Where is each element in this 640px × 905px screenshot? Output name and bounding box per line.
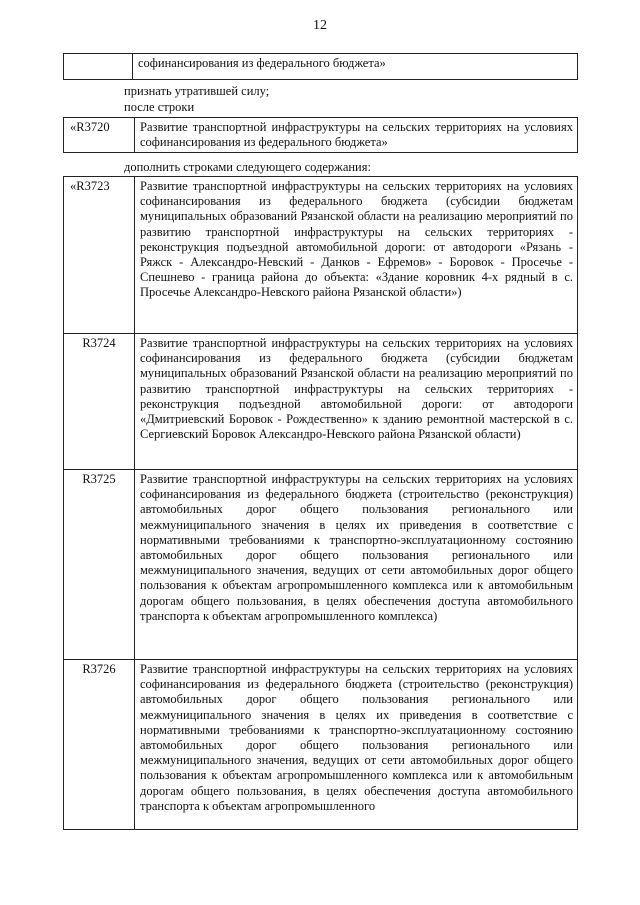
table-row <box>64 334 578 470</box>
instruction-after-line: после строки <box>124 100 195 114</box>
description-cell: Развитие транспортной инфраструктуры на сельских территориях на условиях софинансирования из федерального бюджета (субсидии бюджетам муниципальных образований Рязанской области на реализацию мероприятий по развитию транспортной инфраструктуры на сельских территориях - реконструкция подъездной автомобильной дороги: от автодороги «Рязань - Ряжск - Александро-Невский - Данков - Ефремов» - Боровок - Просечье - Спешнево - граница района до объекта: «Здание коровник 4-х рядный в с. Просечье Александро-Невского района Рязанской области») <box>135 177 578 334</box>
description-cell: Развитие транспортной инфраструктуры на сельских территориях на условиях софинансирования из федерального бюджета (строительство (реконструкция) автомобильных дорог общего пользования регионального или межмуниципального значения в целях их приведения в соответствие с нормативными требованиями к транспортно-эксплуатационному состоянию автомобильных дорог общего пользования регионального или межмуниципального значения, ведущих от сети автомобильных дорог общего пользования к объектам агропромышленного комплекса или к автомобильным дорогам общего пользования, в целях обеспечения доступа автомобильного транспорта к объектам агропромышленного <box>135 660 578 830</box>
page-number: 12 <box>313 18 327 33</box>
table-row <box>64 118 578 153</box>
code-cell <box>64 54 133 80</box>
table-row <box>64 177 578 334</box>
code-cell: «R3723 <box>64 177 135 334</box>
description-cell: Развитие транспортной инфраструктуры на сельских территориях на условиях софинансирования из федерального бюджета (строительство (реконструкция) автомобильных дорог общего пользования регионального или межмуниципального значения в целях их приведения в соответствие с нормативными требованиями к транспортно-эксплуатационному состоянию автомобильных дорог общего пользования регионального или межмуниципального значения, ведущих от сети автомобильных дорог общего пользования к объектам агропромышленного комплекса или к автомобильным дорогам общего пользования, в целях обеспечения доступа автомобильного транспорта к объектам агропромышленного комплекса) <box>135 470 578 660</box>
new-rows-table <box>63 176 578 830</box>
description-cell: софинансирования из федерального бюджета» <box>133 54 578 80</box>
table-row <box>64 470 578 660</box>
top-row-table <box>63 53 578 80</box>
code-cell: «R3720 <box>64 118 135 153</box>
instruction-repeal: признать утратившей силу; <box>124 84 270 98</box>
description-cell: Развитие транспортной инфраструктуры на сельских территориях на условиях софинансирования из федерального бюджета» <box>135 118 578 153</box>
code-cell: R3725 <box>64 470 135 660</box>
code-cell: R3724 <box>64 334 135 470</box>
table-row <box>64 660 578 830</box>
description-cell: Развитие транспортной инфраструктуры на сельских территориях на условиях софинансирования из федерального бюджета (субсидии бюджетам муниципальных образований Рязанской области на реализацию мероприятий по развитию транспортной инфраструктуры на сельских территориях - реконструкция подъездной автомобильной дороги: от автодороги «Дмитриевский Боровок - Рождественно» к зданию ремонтной мастерской в с. Сергиевский Боровок Александро-Невского района Рязанской области) <box>135 334 578 470</box>
code-cell: R3726 <box>64 660 135 830</box>
table-row <box>64 54 578 80</box>
reference-row-table <box>63 117 578 153</box>
instruction-add-lines: дополнить строками следующего содержания: <box>124 160 371 174</box>
